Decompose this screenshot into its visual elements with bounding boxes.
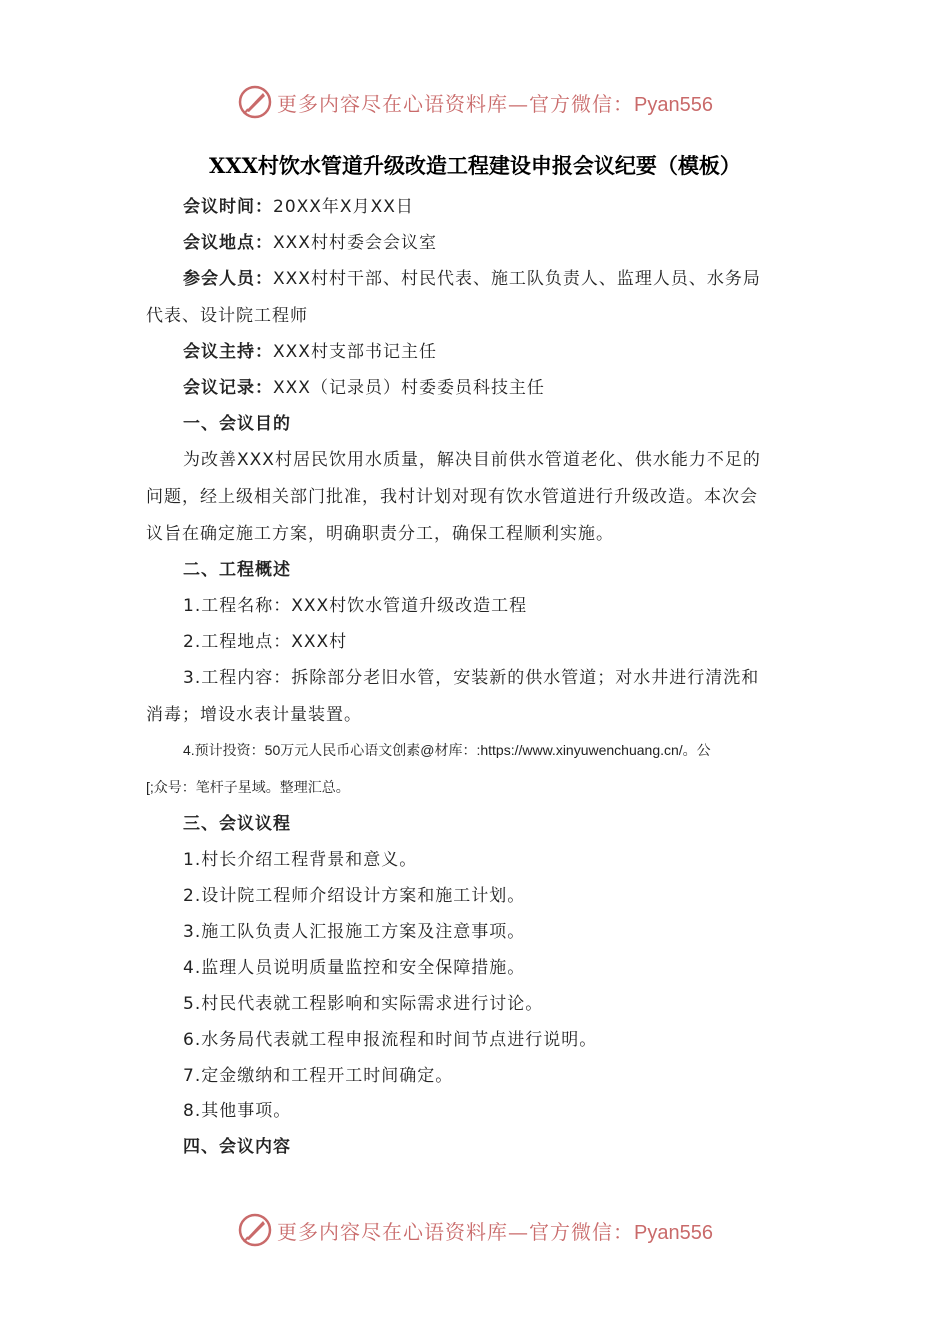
overview-item: 4.预计投资：50万元人民币心语文创素@材库：:https://www.xinyuwenchuang.cn/。公 xyxy=(183,742,711,758)
section-heading-content: 四、会议内容 xyxy=(183,1137,291,1157)
meeting-attendees: 参会人员：XXX村村干部、村民代表、施工队负责人、监理人员、水务局 xyxy=(183,269,761,289)
quill-logo-icon xyxy=(237,1212,273,1248)
section-heading-agenda: 三、会议议程 xyxy=(183,814,291,834)
document-title: XXX村饮水管道升级改造工程建设申报会议纪要（模板） xyxy=(209,153,741,178)
overview-item: 1.工程名称：XXX村饮水管道升级改造工程 xyxy=(183,596,528,616)
agenda-item: 6.水务局代表就工程申报流程和时间节点进行说明。 xyxy=(183,1030,598,1050)
agenda-item: 2.设计院工程师介绍设计方案和施工计划。 xyxy=(183,886,526,906)
section-heading-overview: 二、工程概述 xyxy=(183,560,291,580)
meeting-recorder: 会议记录：XXX（记录员）村委委员科技主任 xyxy=(183,378,545,398)
agenda-item: 5.村民代表就工程影响和实际需求进行讨论。 xyxy=(183,994,544,1014)
meeting-time: 会议时间：20XX年X月XX日 xyxy=(183,197,414,217)
purpose-paragraph-line: 议旨在确定施工方案，明确职责分工，确保工程顺利实施。 xyxy=(146,524,614,544)
watermark-text: 更多内容尽在心语资料库—官方微信：Pyan556 xyxy=(277,91,713,116)
overview-item-cont: 消毒；增设水表计量装置。 xyxy=(146,705,362,725)
watermark-banner-top xyxy=(0,80,950,124)
agenda-item: 3.施工队负责人汇报施工方案及注意事项。 xyxy=(183,922,526,942)
agenda-item: 1.村长介绍工程背景和意义。 xyxy=(183,850,418,870)
meeting-place: 会议地点：XXX村村委会会议室 xyxy=(183,233,437,253)
watermark-text: 更多内容尽在心语资料库—官方微信：Pyan556 xyxy=(277,1219,713,1244)
meeting-attendees-cont: 代表、设计院工程师 xyxy=(146,306,308,326)
agenda-item: 4.监理人员说明质量监控和安全保障措施。 xyxy=(183,958,526,978)
meeting-host: 会议主持：XXX村支部书记主任 xyxy=(183,342,437,362)
quill-logo-icon xyxy=(237,84,273,120)
overview-item: 2.工程地点：XXX村 xyxy=(183,632,348,652)
watermark-banner-bottom xyxy=(0,1208,950,1252)
purpose-paragraph-line: 问题，经上级相关部门批准，我村计划对现有饮水管道进行升级改造。本次会 xyxy=(146,487,758,507)
agenda-item: 7.定金缴纳和工程开工时间确定。 xyxy=(183,1066,454,1086)
agenda-item: 8.其他事项。 xyxy=(183,1101,292,1121)
purpose-paragraph-line: 为改善XXX村居民饮用水质量，解决目前供水管道老化、供水能力不足的 xyxy=(183,450,761,470)
overview-item: 3.工程内容：拆除部分老旧水管，安装新的供水管道；对水井进行清洗和 xyxy=(183,668,760,688)
section-heading-purpose: 一、会议目的 xyxy=(183,414,291,434)
overview-item-cont: [;众号：笔杆子星域。整理汇总。 xyxy=(146,779,350,795)
